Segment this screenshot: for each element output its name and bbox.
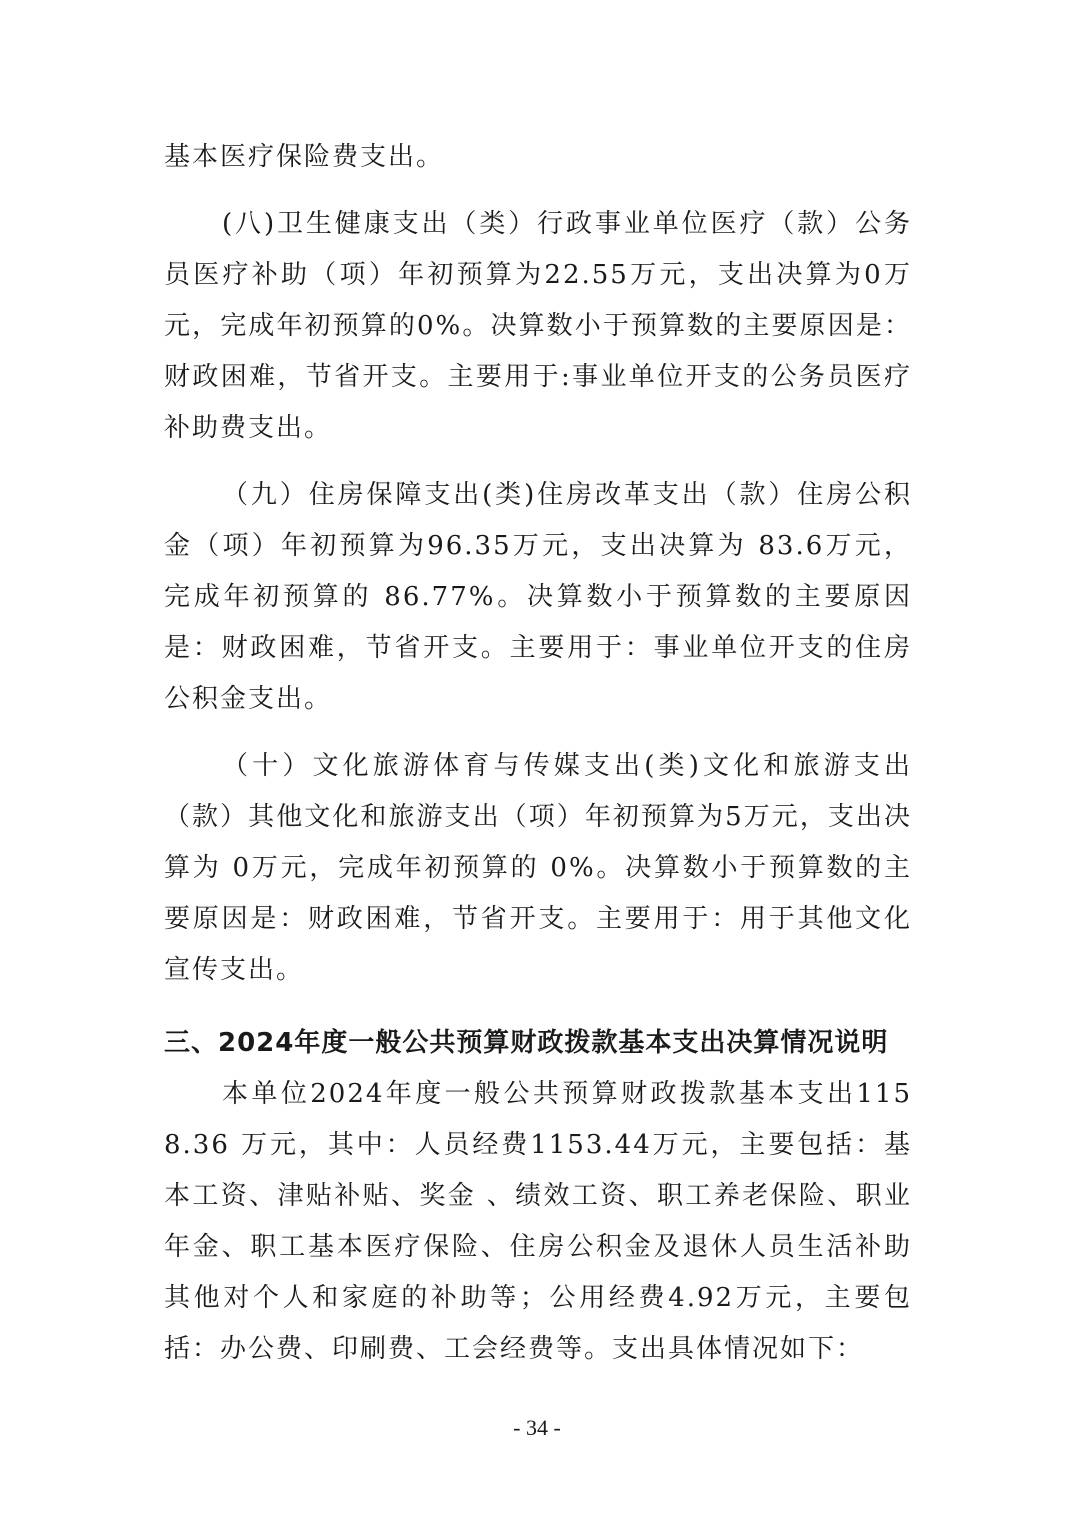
paragraph-item-10: （十）文化旅游体育与传媒支出(类)文化和旅游支出（款）其他文化和旅游支出（项）年初预算为5万元，支出决算为 0万元，完成年初预算的 0%。决算数小于预算数的主要原因是：财政困难，节省开支。主要用于：用于其他文化宣传支出。: [164, 751, 912, 985]
paragraph-item-8: (八)卫生健康支出（类）行政事业单位医疗（款）公务员医疗补助（项）年初预算为22.55万元，支出决算为0万元，完成年初预算的0%。决算数小于预算数的主要原因是：财政困难，节省开支。主要用于:事业单位开支的公务员医疗补助费支出。: [164, 209, 912, 443]
document-body: [164, 132, 912, 1375]
paragraph-continuation: 基本医疗保险费支出。: [164, 142, 445, 172]
paragraph-item-9: （九）住房保障支出(类)住房改革支出（款）住房公积金（项）年初预算为96.35万元，支出决算为 83.6万元，完成年初预算的 86.77%。决算数小于预算数的主要原因是：财政困难，节省开支。主要用于：事业单位开支的住房公积金支出。: [164, 480, 912, 714]
section-paragraph: 本单位2024年度一般公共预算财政拨款基本支出1158.36 万元，其中：人员经费1153.44万元，主要包括：基本工资、津贴补贴、奖金 、绩效工资、职工养老保险、职业年金、职工基本医疗保险、住房公积金及退休人员生活补助其他对个人和家庭的补助等；公用经费4.92万元，主要包括：办公费、印刷费、工会经费等。支出具体情况如下：: [164, 1079, 912, 1364]
section-heading: 三、2024年度一般公共预算财政拨款基本支出决算情况说明: [164, 1028, 889, 1058]
page-number: - 34 -: [513, 1415, 561, 1440]
